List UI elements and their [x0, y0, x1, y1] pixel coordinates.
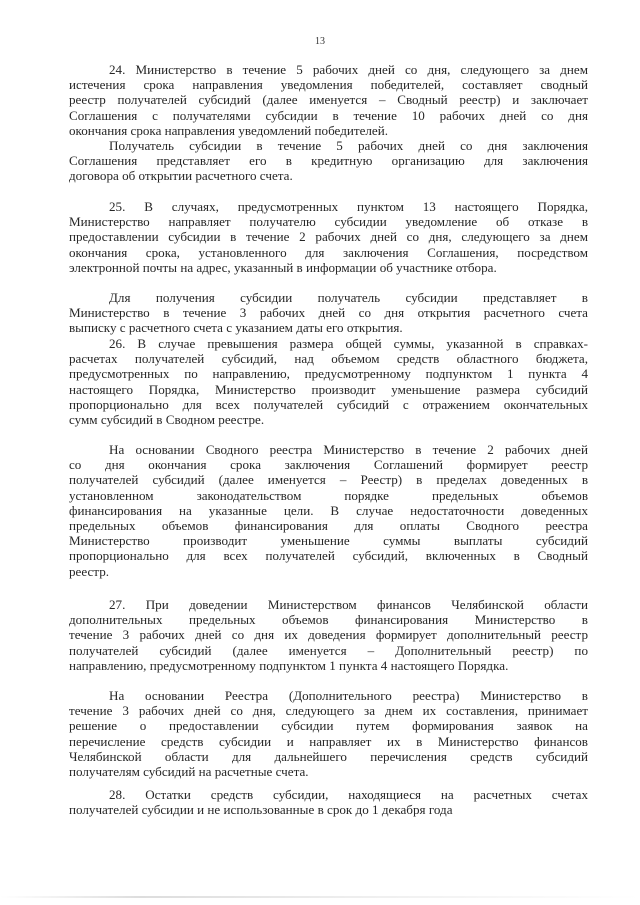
paragraph-line: 27. При доведении Министерством финансов Челябинской области — [109, 597, 588, 612]
paragraph-line: договора об открытии расчетного счета. — [69, 168, 293, 183]
paragraph-line: Получатель субсидии в течение 5 рабочих дней со дня заключения — [109, 138, 588, 153]
paragraph-line: перечисление средств субсидии и направляет их в Министерство финансов — [69, 734, 588, 749]
paragraph-line: Челябинской области для дальнейшего перечисления средств субсидий — [69, 749, 588, 764]
paragraph-line: окончания срока, установленного для заключения Соглашения, посредством — [69, 245, 588, 260]
paragraph-line: предоставлении субсидии в течение 2 рабочих дней со дня, следующего за днем — [69, 229, 588, 244]
paragraph-line: выписку с расчетного счета с указанием даты его открытия. — [69, 320, 403, 335]
paragraph-line: На основании Реестра (Дополнительного реестра) Министерство в — [109, 688, 588, 703]
paragraph-line: реестр. — [69, 564, 110, 579]
paragraph-line: 25. В случаях, предусмотренных пунктом 13 настоящего Порядка, — [109, 199, 588, 214]
paragraph-line: Министерство производит уменьшение суммы выплаты субсидий — [69, 533, 588, 548]
paragraph-line: решение о предоставлении субсидии путем формирования заявок на — [69, 718, 588, 733]
paragraph-line: 24. Министерство в течение 5 рабочих дней со дня, следующего за днем — [109, 62, 588, 77]
paragraph-line: получателей субсидий (далее именуется – Реестр) в пределах доведенных в — [69, 472, 588, 487]
paragraph-line: со дня окончания срока заключения Соглашений формирует реестр — [69, 457, 588, 472]
paragraph-line: расчетах получателей субсидий, над объемом средств областного бюджета, — [69, 351, 588, 366]
paragraph-line: На основании Сводного реестра Министерство в течение 2 рабочих дней — [109, 442, 588, 457]
paragraph-line: предельных объемов финансирования для оплаты Сводного реестра — [69, 518, 588, 533]
paragraph-line: получателей субсидий (далее именуется – Дополнительный реестр) по — [69, 643, 588, 658]
paragraph-line: реестр получателей субсидий (далее именуется – Сводный реестр) и заключает — [69, 92, 588, 107]
paragraph-line: Соглашения представляет его в кредитную организацию для заключения — [69, 153, 588, 168]
paragraph-line: электронной почты на адрес, указанный в информации об участнике отбора. — [69, 260, 497, 275]
paragraph-line: получателям субсидий на расчетные счета. — [69, 764, 309, 779]
paragraph-line: Для получения субсидии получатель субсидии представляет в — [109, 290, 588, 305]
paragraph-line: настоящего Порядка, Министерство производит уменьшение размера субсидий — [69, 382, 588, 397]
page-number: 13 — [315, 36, 325, 47]
paragraph-line: пропорционально для всех получателей субсидий, включенных в Сводный — [69, 548, 588, 563]
paragraph-line: 26. В случае превышения размера общей суммы, указанной в справках- — [109, 336, 588, 351]
paragraph-line: истечения срока направления уведомления победителей, составляет сводный — [69, 77, 588, 92]
paragraph-line: установленном законодательством порядке предельных объемов — [69, 488, 588, 503]
paragraph-line: дополнительных предельных объемов финансирования Министерство в — [69, 612, 588, 627]
paragraph-line: финансирования на указанные цели. В случае недостаточности доведенных — [69, 503, 588, 518]
paragraph-line: направлению, предусмотренному подпунктом 1 пункта 4 настоящего Порядка. — [69, 658, 509, 673]
paragraph-line: сумм субсидий в Сводном реестре. — [69, 412, 265, 427]
scan-artifact — [0, 896, 640, 898]
paragraph-line: предусмотренных по направлению, предусмотренному подпунктом 1 пункта 4 — [69, 366, 588, 381]
paragraph-line: получателей субсидии и не использованные в срок до 1 декабря года — [69, 802, 453, 817]
paragraph-line: Министерство направляет получателю субсидии уведомление об отказе в — [69, 214, 588, 229]
paragraph-line: пропорционально для всех получателей субсидий с отражением окончательных — [69, 397, 588, 412]
paragraph-line: течение 3 рабочих дней со дня, следующего за днем их составления, принимает — [69, 703, 588, 718]
paragraph-line: 28. Остатки средств субсидии, находящиеся на расчетных счетах — [109, 787, 588, 802]
paragraph-line: Министерство в течение 3 рабочих дней со дня открытия расчетного счета — [69, 305, 588, 320]
paragraph-line: течение 3 рабочих дней со дня их доведения формирует дополнительный реестр — [69, 627, 588, 642]
paragraph-line: Соглашения с получателями субсидии в течение 10 рабочих дней со дня — [69, 108, 588, 123]
paragraph-line: окончания срока направления уведомлений победителей. — [69, 123, 389, 138]
